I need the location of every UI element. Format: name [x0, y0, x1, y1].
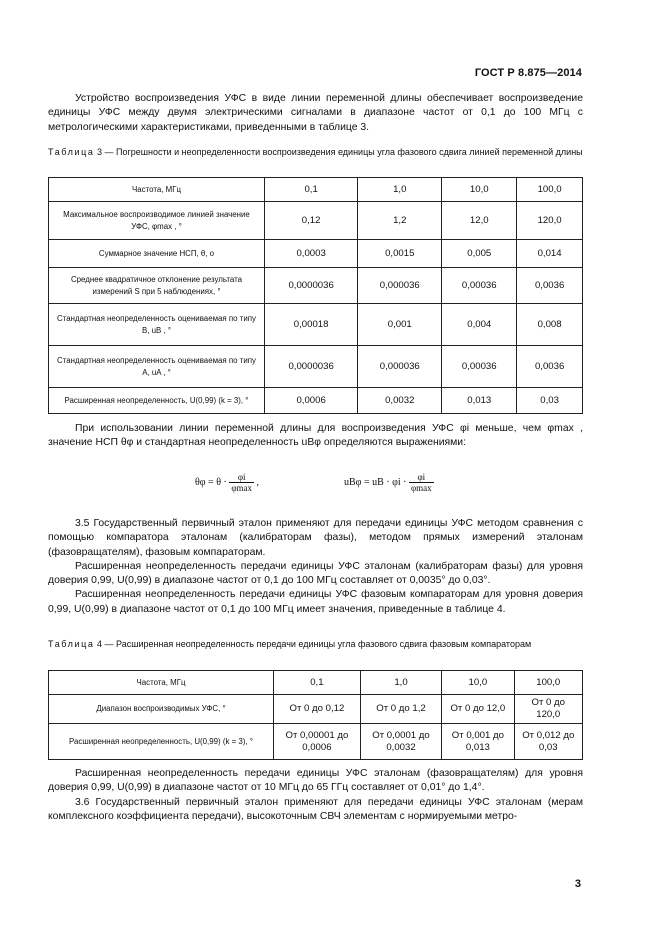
- table-row: [49, 724, 583, 760]
- table3-cell: 0,00036: [442, 346, 517, 388]
- table3-cell: 0,008: [517, 304, 583, 346]
- formula-theta-tail: ,: [256, 476, 260, 488]
- table3-cell: 12,0: [442, 202, 517, 240]
- table3-cell: 0,0000036: [265, 346, 358, 388]
- table4-header-row: [49, 671, 583, 695]
- final-p1: Расширенная неопределенность передачи единицы УФС эталонам (фазовращателям) для уровня доверия 0,99, U(0,99) в диапазоне частот от 10 МГц до 65 ГГц составляет от 0,01° до 1,4°.: [48, 768, 583, 794]
- table4-row-label: Диапазон воспроизводимых УФС, °: [49, 695, 274, 724]
- formula-ub-fraction: [409, 472, 434, 493]
- table3-cell: 0,0003: [265, 240, 358, 268]
- table4-header-cell: Частота, МГц: [49, 671, 274, 695]
- table4-cell: От 0 до 12,0: [442, 695, 514, 724]
- table3-header-cell: 10,0: [442, 178, 517, 202]
- table3-cell: 0,0032: [358, 388, 442, 414]
- table3-header-cell: 1,0: [358, 178, 442, 202]
- table4-caption-text: 4 — Расширенная неопределенность передачи единицы угла фазового сдвига фазовым компараторам: [97, 639, 532, 649]
- table3: [48, 177, 583, 414]
- table3-cell: 0,0000036: [265, 268, 358, 304]
- table3-header-cell: 100,0: [517, 178, 583, 202]
- formula-theta-fraction: [229, 472, 254, 493]
- table3-cell: 0,004: [442, 304, 517, 346]
- table3-cell: 0,0036: [517, 346, 583, 388]
- final-paragraphs: [48, 767, 583, 824]
- intro-text: Устройство воспроизведения УФС в виде линии переменной длины обеспечивает воспроизведение единицы УФС между двумя электрическими сигналами в диапазоне частот от 0,1 до 100 МГц с метрологическими характеристиками, приведенными в таблице 3.: [48, 93, 583, 133]
- table4-cell: От 0,001 до 0,013: [442, 724, 514, 760]
- table3-row-label: Стандартная неопределенность оцениваемая по типу В, uB , °: [49, 304, 265, 346]
- table3-row-label: Расширенная неопределенность, U(0,99) (k = 3), °: [49, 388, 265, 414]
- page-number: 3: [574, 878, 581, 890]
- table4: [48, 670, 583, 760]
- formula-ub-numerator: φi: [409, 472, 434, 483]
- formula-theta-numerator: φi: [229, 472, 254, 483]
- table4-caption-word: Таблица: [48, 639, 95, 649]
- table3-cell: 0,12: [265, 202, 358, 240]
- table3-cell: 1,2: [358, 202, 442, 240]
- table4-cell: От 0,0001 до 0,0032: [360, 724, 441, 760]
- table3-caption-word: Таблица: [48, 147, 95, 157]
- table4-cell: От 0 до 120,0: [514, 695, 582, 724]
- table-row: [49, 202, 583, 240]
- usage-paragraph: [48, 422, 583, 451]
- table3-header-cell: Частота, МГц: [49, 178, 265, 202]
- table4-cell: От 0 до 1,2: [360, 695, 441, 724]
- table-row: [49, 346, 583, 388]
- table3-row-label: Стандартная неопределенность оцениваемая по типу А, uA , °: [49, 346, 265, 388]
- table3-caption: [48, 146, 583, 158]
- table3-header-cell: 0,1: [265, 178, 358, 202]
- table4-cell: От 0 до 0,12: [274, 695, 361, 724]
- document-header: ГОСТ Р 8.875—2014: [474, 67, 582, 79]
- table3-row-label: Суммарное значение НСП, θ, о: [49, 240, 265, 268]
- formula-theta: [195, 472, 259, 493]
- formula-ub-lhs: uBφ = uB · φi ·: [344, 476, 407, 488]
- formula-theta-denominator: φmax: [231, 483, 253, 493]
- table4-header-cell: 10,0: [442, 671, 514, 695]
- table3-cell: 0,000036: [358, 346, 442, 388]
- table-row: [49, 304, 583, 346]
- table3-header-row: [49, 178, 583, 202]
- formula-ub-denominator: φmax: [410, 483, 432, 493]
- table3-cell: 0,001: [358, 304, 442, 346]
- table3-cell: 0,03: [517, 388, 583, 414]
- table3-cell: 120,0: [517, 202, 583, 240]
- section-3-5-p2: Расширенная неопределенность передачи единицы УФС эталонам (калибраторам фазы) для уровня доверия 0,99, U(0,99) в диапазоне частот от 0,1 до 100 МГц составляет от 0,0035° до 0,03°.: [48, 560, 583, 587]
- table3-row-label: Среднее квадратичное отклонение результата измерений S при 5 наблюдениях, °: [49, 268, 265, 304]
- table4-cell: От 0,00001 до 0,0006: [274, 724, 361, 760]
- table4-caption: [48, 638, 583, 650]
- table4-row-label: Расширенная неопределенность, U(0,99) (k = 3), °: [49, 724, 274, 760]
- table4-cell: От 0,012 до 0,03: [514, 724, 582, 760]
- intro-paragraph: [48, 92, 583, 135]
- section-3-5-p3: Расширенная неопределенность передачи единицы УФС фазовым компараторам для уровня доверия 0,99, U(0,99) в диапазоне частот от 0,1 до 100 МГц имеет значения, приведенные в таблице 4.: [48, 589, 583, 615]
- table-row: [49, 388, 583, 414]
- table-row: [49, 695, 583, 724]
- table3-row-label: Максимальное воспроизводимое линией значение УФС, φmax , °: [49, 202, 265, 240]
- table3-cell: 0,005: [442, 240, 517, 268]
- table3-caption-text: 3 — Погрешности и неопределенности воспроизведения единицы угла фазового сдвига линией переменной длины: [97, 147, 583, 157]
- table3-cell: 0,00036: [442, 268, 517, 304]
- table4-header-cell: 100,0: [514, 671, 582, 695]
- table3-cell: 0,0006: [265, 388, 358, 414]
- section-3-5-p1: 3.5 Государственный первичный эталон применяют для передачи единицы УФС методом сравнения с помощью компаратора эталонам (калибраторам фазы), методом прямых измерений эталонам (фазовращателям), фазовым компараторам.: [48, 518, 583, 558]
- section-3-5: [48, 517, 583, 617]
- table3-cell: 0,013: [442, 388, 517, 414]
- table-row: [49, 268, 583, 304]
- table3-cell: 0,0015: [358, 240, 442, 268]
- table3-cell: 0,00018: [265, 304, 358, 346]
- table4-header-cell: 0,1: [274, 671, 361, 695]
- table3-cell: 0,000036: [358, 268, 442, 304]
- table-row: [49, 240, 583, 268]
- usage-text: При использовании линии переменной длины для воспроизведения УФС φi меньше, чем φmax , значение НСП θφ и стандартная неопределенность uBφ определяются выражениями:: [48, 423, 583, 449]
- final-p2: 3.6 Государственный первичный эталон применяют для передачи единицы УФС эталонам (мерам комплексного коэффициента передачи), высокоточным СВЧ элементам с нормируемыми метро-: [48, 796, 583, 822]
- table3-cell: 0,014: [517, 240, 583, 268]
- table4-header-cell: 1,0: [360, 671, 441, 695]
- formula-ub: [344, 472, 434, 493]
- table3-cell: 0,0036: [517, 268, 583, 304]
- formula-theta-lhs: θφ = θ ·: [195, 476, 227, 488]
